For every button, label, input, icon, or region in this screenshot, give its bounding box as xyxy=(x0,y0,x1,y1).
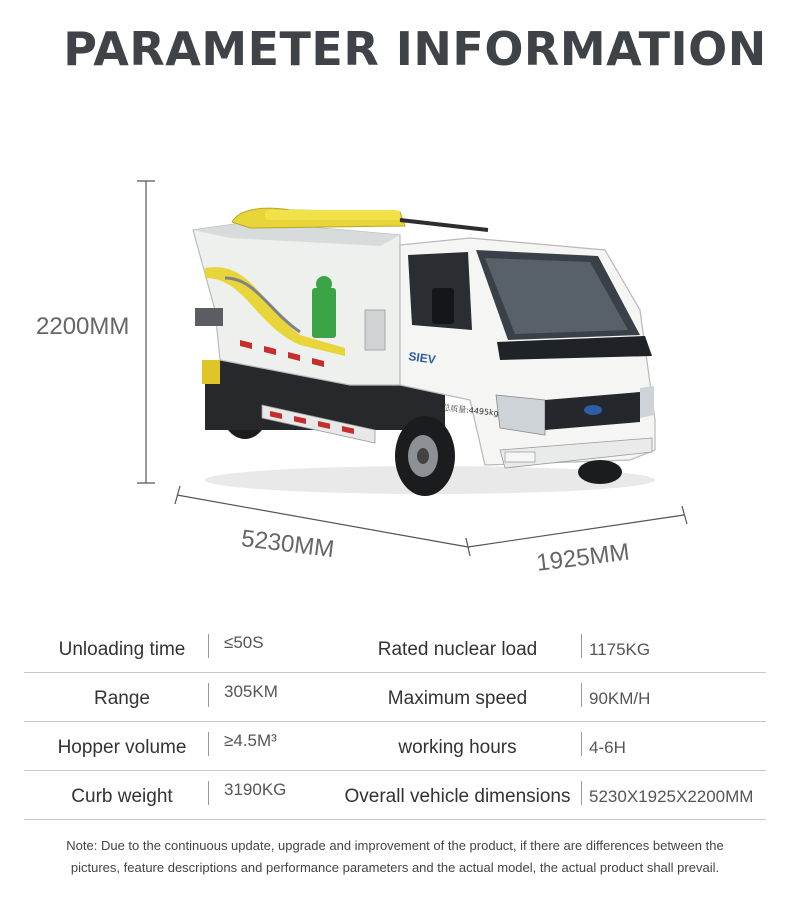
column-divider xyxy=(581,732,582,756)
spec-value: 305KM xyxy=(224,682,278,701)
spec-value: 4-6H xyxy=(589,738,626,757)
disclaimer-note xyxy=(0,835,790,879)
spec-label: Hopper volume xyxy=(57,737,187,758)
front-right-wheel xyxy=(578,460,622,484)
column-divider xyxy=(208,634,209,658)
front-wheel xyxy=(395,416,455,496)
hopper-body xyxy=(193,222,400,385)
height-dimension-line xyxy=(137,181,155,483)
vehicle-diagram xyxy=(0,160,790,590)
height-label: 2200MM xyxy=(36,313,130,340)
length-label: 5230MM xyxy=(239,525,336,564)
spec-table xyxy=(24,624,766,820)
spec-label: Rated nuclear load xyxy=(377,639,538,660)
spec-value: ≥4.5M³ xyxy=(224,731,277,750)
width-label: 1925MM xyxy=(535,538,631,577)
note-line: Note: Due to the continuous update, upgrade and improvement of the product, if there are differences between the xyxy=(66,838,724,853)
page-title: PARAMETER INFORMATION xyxy=(63,22,767,76)
rear-lamp xyxy=(202,360,220,384)
spec-label: Curb weight xyxy=(71,786,173,807)
truck-illustration xyxy=(0,160,790,590)
spec-value: 1175KG xyxy=(589,640,651,659)
column-divider xyxy=(581,683,582,707)
column-divider xyxy=(581,634,582,658)
column-divider xyxy=(208,732,209,756)
spec-value: ≤50S xyxy=(224,633,264,652)
note-line: pictures, feature descriptions and performance parameters and the actual model, the actual product shall prevail. xyxy=(70,860,720,875)
spec-label: Maximum speed xyxy=(387,688,528,709)
spec-label: Range xyxy=(94,688,150,709)
door-load-text: 总质量:4495kg xyxy=(441,403,500,418)
lifting-arm xyxy=(232,208,488,230)
spec-label: Overall vehicle dimensions xyxy=(344,786,571,807)
spec-row xyxy=(24,722,766,771)
spec-row xyxy=(24,771,766,820)
spec-row xyxy=(24,624,766,673)
spec-label: working hours xyxy=(398,737,517,758)
column-divider xyxy=(208,781,209,805)
door-brand-text: SIEV xyxy=(407,349,437,367)
spec-value: 5230X1925X2200MM xyxy=(589,787,754,806)
spec-label: Unloading time xyxy=(58,639,186,660)
spec-row xyxy=(24,673,766,722)
spec-value: 90KM/H xyxy=(589,689,651,708)
spec-value: 3190KG xyxy=(224,780,287,799)
rear-equipment xyxy=(195,308,223,326)
column-divider xyxy=(581,781,582,805)
column-divider xyxy=(208,683,209,707)
